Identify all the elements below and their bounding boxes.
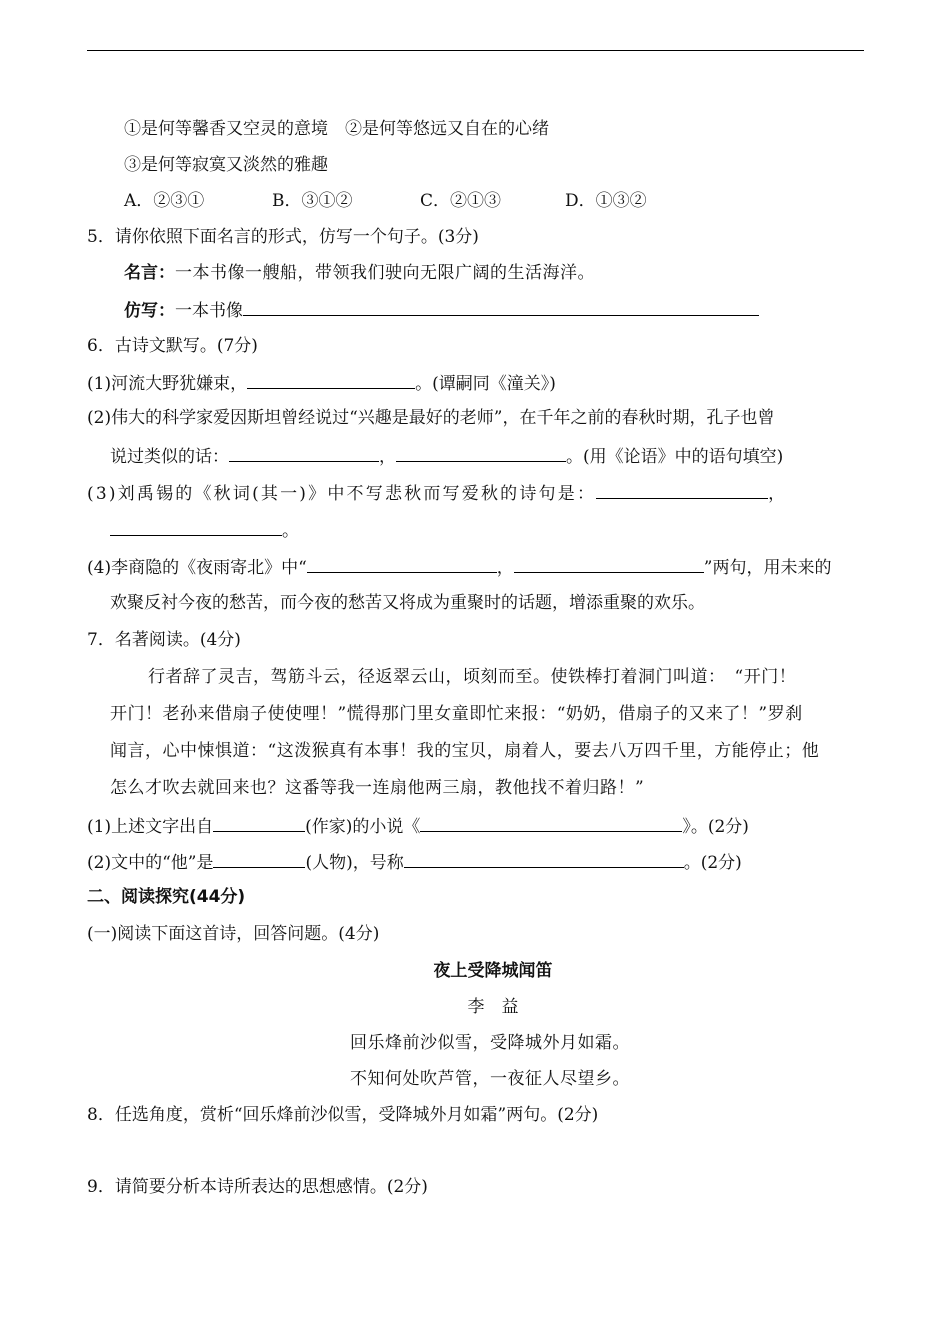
q7-s2-mid: (人物)，号称 (305, 853, 404, 873)
q7-passage-line-2: 开门！老孙来借扇子使使哩！”慌得那门里女童即忙来报：“奶奶，借扇子的又来了！”罗刹 (110, 704, 803, 724)
q6-p3-end: 。 (282, 521, 299, 541)
q7-s1-text: (1)上述文字出自 (87, 817, 214, 837)
q6-p2-text: (2)伟大的科学家爱因斯坦曾经说过“兴趣是最好的老师”，在千年之前的春秋时期，孔子也曾 (87, 408, 775, 428)
q6-p3-blank-2[interactable] (110, 517, 282, 536)
q7-s2-text: (2)文中的“他”是 (87, 853, 214, 873)
q4-line-2: ③是何等寂寞又淡然的雅趣 (124, 155, 328, 175)
q5-answer-blank[interactable] (243, 297, 759, 316)
q6-p4-blank-2[interactable] (514, 554, 704, 573)
q6-p3-blank-1[interactable] (596, 480, 768, 499)
q5-title: 5．请你依照下面名言的形式，仿写一个句子。(3分) (87, 227, 479, 247)
q4-option-c: C．②①③ (420, 191, 502, 211)
q5-imitate (124, 297, 759, 323)
section-2-sub-1: (一)阅读下面这首诗，回答问题。(4分) (87, 924, 380, 944)
q6-p1-source: 。(谭嗣同《潼关》) (415, 374, 556, 394)
poem-line-2: 不知何处吹芦管，一夜征人尽望乡。 (350, 1069, 630, 1089)
q7-character-blank[interactable] (213, 849, 305, 868)
q6-part-3 (87, 480, 785, 506)
q6-p2-comma: ， (379, 447, 396, 467)
q6-p2-lead: 说过类似的话： (110, 447, 229, 467)
q6-part-4 (87, 554, 831, 580)
poem-line-1: 回乐烽前沙似雪，受降城外月如霜。 (350, 1033, 630, 1053)
q7-s2-end: 。(2分) (683, 853, 742, 873)
q4-option-b: B．③①② (272, 191, 353, 211)
q6-p1-text: (1)河流大野犹嫌束， (87, 374, 248, 394)
q6-p3-text: (3)刘禹锡的《秋词(其一)》中不写悲秋而写爱秋的诗句是： (87, 484, 597, 504)
q6-p2-blank-2[interactable] (396, 443, 566, 462)
q6-p2-blank-1[interactable] (229, 443, 379, 462)
q7-s1-mid: (作家)的小说《 (305, 817, 421, 837)
q5-quote (124, 261, 595, 285)
q7-author-blank[interactable] (213, 813, 305, 832)
q4-option-d: D．①③② (565, 191, 647, 211)
q6-part-3-cont (110, 517, 299, 543)
q6-p2-source: 。(用《论语》中的语句填空) (566, 447, 784, 467)
q8-title: 8．任选角度，赏析“回乐烽前沙似雪，受降城外月如霜”两句。(2分) (87, 1105, 599, 1125)
q6-p4-comma: ， (496, 558, 514, 578)
q6-p4-text: (4)李商隐的《夜雨寄北》中“ (87, 558, 307, 578)
poem-title: 夜上受降城闻笛 (433, 961, 553, 981)
q6-part-1 (87, 370, 556, 396)
q7-passage-line-1: 行者辞了灵吉，驾筋斗云，径返翠云山，顷刻而至。使铁棒打着洞门叫道： “开门！ (148, 667, 797, 687)
q5-imitate-label: 仿写： (124, 301, 175, 321)
q7-novel-blank[interactable] (420, 813, 682, 832)
q5-imitate-text: 一本书像 (175, 301, 243, 321)
q7-passage-line-4: 怎么才吹去就回来也？这番等我一连扇他两三扇，教他找不着归路！” (110, 778, 645, 798)
q7-title: 7．名著阅读。(4分) (87, 630, 241, 650)
q5-quote-text: 一本书像一艘船，带领我们驶向无限广阔的生活海洋。 (175, 263, 595, 283)
q7-passage-line-3: 闻言，心中悚惧道：“这泼猴真有本事！我的宝贝，扇着人，要去八万四千里，方能停止；他 (110, 741, 820, 761)
q7-title-blank[interactable] (404, 849, 684, 868)
q6-p4-tail: ”两句，用未来的 (703, 558, 832, 578)
q5-quote-label: 名言： (124, 263, 175, 283)
q7-s1-end: 》。(2分) (682, 817, 749, 837)
q4-line-1: ①是何等馨香又空灵的意境 ②是何等悠远又自在的心绪 (124, 119, 549, 139)
section-2-title: 二、阅读探究(44分) (87, 887, 246, 907)
q6-title: 6．古诗文默写。(7分) (87, 336, 258, 356)
header-rule (87, 50, 864, 51)
q6-p4-blank-1[interactable] (307, 554, 497, 573)
q7-sub-1 (87, 813, 749, 839)
q9-title: 9．请简要分析本诗所表达的思想感情。(2分) (87, 1177, 428, 1197)
q6-p3-comma: ， (768, 484, 786, 504)
q4-option-a: A．②③① (124, 191, 205, 211)
poem-author: 李 益 (467, 997, 519, 1017)
q6-part-2 (110, 443, 783, 469)
q6-p4-cont: 欢聚反衬今夜的愁苦，而今夜的愁苦又将成为重聚时的话题，增添重聚的欢乐。 (110, 593, 705, 613)
q7-sub-2 (87, 849, 742, 875)
q6-p1-blank[interactable] (247, 370, 415, 389)
